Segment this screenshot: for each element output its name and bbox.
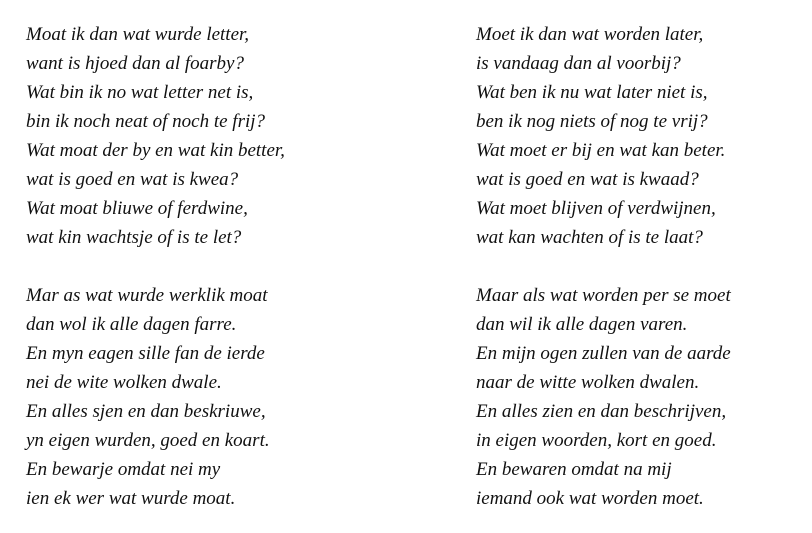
poem-line: En bewarje omdat nei my bbox=[26, 459, 221, 480]
poem-line: in eigen woorden, kort en goed. bbox=[476, 430, 717, 451]
poem-line: bin ik noch neat of noch te frij? bbox=[26, 111, 266, 132]
poem-line: Mar as wat wurde werklik moat bbox=[26, 285, 268, 306]
poem-line: wat is goed en wat is kwaad? bbox=[476, 169, 699, 190]
poem-line: Wat moet blijven of verdwijnen, bbox=[476, 198, 716, 219]
poem-line: ien ek wer wat wurde moat. bbox=[26, 488, 236, 509]
poem-line: En mijn ogen zullen van de aarde bbox=[476, 343, 731, 364]
poem-line: naar de witte wolken dwalen. bbox=[476, 372, 700, 393]
poem-line: yn eigen wurden, goed en koart. bbox=[26, 430, 270, 451]
poem-line: wat is goed en wat is kwea? bbox=[26, 169, 239, 190]
poem-line: ben ik nog niets of nog te vrij? bbox=[476, 111, 708, 132]
poem-line: wat kan wachten of is te laat? bbox=[476, 227, 703, 248]
poem-line: En bewaren omdat na mij bbox=[476, 459, 672, 480]
poem-line: Moet ik dan wat worden later, bbox=[476, 24, 704, 45]
poem-line: En alles sjen en dan beskriuwe, bbox=[26, 401, 266, 422]
poem-line: dan wol ik alle dagen farre. bbox=[26, 314, 237, 335]
poem-line: Wat ben ik nu wat later niet is, bbox=[476, 82, 708, 103]
poem-line: Maar als wat worden per se moet bbox=[476, 285, 731, 306]
dutch-stanza-1 bbox=[476, 20, 731, 252]
frisian-column bbox=[26, 20, 285, 513]
poem-line: iemand ook wat worden moet. bbox=[476, 488, 704, 509]
poem-line: En alles zien en dan beschrijven, bbox=[476, 401, 727, 422]
dutch-stanza-2 bbox=[476, 281, 731, 513]
poem-line: nei de wite wolken dwale. bbox=[26, 372, 222, 393]
poem-line: Wat moat bliuwe of ferdwine, bbox=[26, 198, 248, 219]
poem-line: wat kin wachtsje of is te let? bbox=[26, 227, 242, 248]
dutch-column bbox=[476, 20, 731, 513]
poem-line: Wat moet er bij en wat kan beter. bbox=[476, 140, 726, 161]
frisian-stanza-1 bbox=[26, 20, 285, 252]
frisian-stanza-2 bbox=[26, 281, 285, 513]
poem-line: want is hjoed dan al foarby? bbox=[26, 53, 244, 74]
poem-line: is vandaag dan al voorbij? bbox=[476, 53, 681, 74]
poem-line: dan wil ik alle dagen varen. bbox=[476, 314, 688, 335]
poem-line: Moat ik dan wat wurde letter, bbox=[26, 24, 250, 45]
poem-line: En myn eagen sille fan de ierde bbox=[26, 343, 265, 364]
poem-line: Wat bin ik no wat letter net is, bbox=[26, 82, 254, 103]
poem-line: Wat moat der by en wat kin better, bbox=[26, 140, 285, 161]
